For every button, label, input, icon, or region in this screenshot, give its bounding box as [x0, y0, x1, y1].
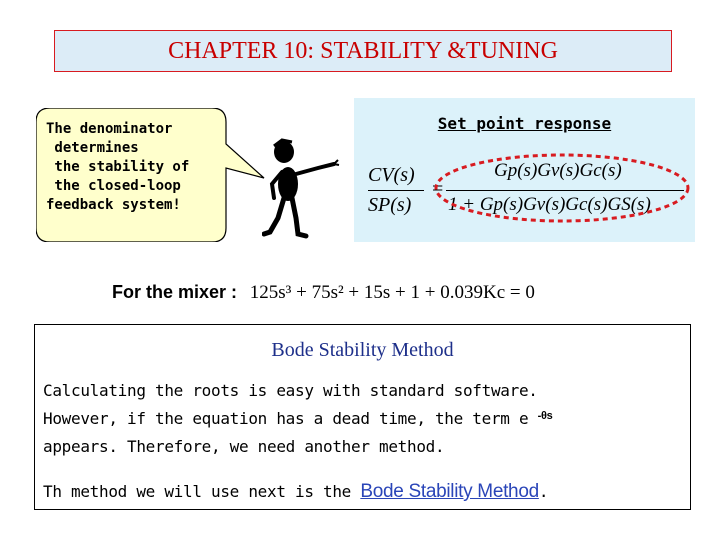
bode-title: Bode Stability Method — [271, 339, 454, 361]
bode-closing-period: . — [538, 482, 549, 501]
lhs-numerator: CV(s) — [368, 164, 415, 186]
bubble-text — [46, 120, 189, 215]
dead-time-superscript: -θs — [537, 410, 553, 422]
bubble-line: The denominator — [46, 121, 173, 137]
chapter-title: CHAPTER 10: STABILITY &TUNING — [168, 37, 558, 64]
bode-line-2 — [43, 405, 552, 433]
mixer-equation — [112, 282, 535, 304]
equals-sign: = — [432, 178, 444, 200]
pointing-stick-figure-icon — [262, 138, 340, 242]
rhs-numerator: Gp(s)Gv(s)Gc(s) — [494, 160, 622, 181]
denominator-highlight-ellipse — [354, 98, 695, 242]
speech-bubble — [36, 108, 226, 242]
bode-stability-method-link[interactable]: Bode Stability Method — [360, 481, 539, 502]
bode-closing-text: Th method we will use next is the — [43, 482, 361, 501]
bubble-line: feedback system! — [46, 197, 181, 213]
mixer-expression: 125s³ + 75s² + 15s + 1 + 0.039Kc = 0 — [249, 282, 535, 303]
mixer-label: For the mixer : — [112, 282, 238, 302]
setpoint-response-panel — [354, 98, 695, 242]
bode-method-panel — [34, 324, 691, 510]
setpoint-title: Set point response — [437, 114, 612, 133]
bubble-line: the stability of — [46, 159, 190, 175]
bode-line-1: Calculating the roots is easy with standard software. — [43, 381, 538, 400]
bode-paragraph — [43, 377, 552, 461]
bubble-line: the closed-loop — [46, 178, 181, 194]
lhs-denominator: SP(s) — [368, 194, 412, 216]
bode-line-2-text: However, if the equation has a dead time, the term e — [43, 409, 529, 428]
rhs-denominator: 1 + Gp(s)Gv(s)Gc(s)GS(s) — [448, 194, 651, 215]
bubble-line: determines — [46, 140, 139, 156]
bode-line-3: appears. Therefore, we need another method. — [43, 437, 445, 456]
bode-closing-line — [43, 481, 548, 503]
chapter-title-banner — [54, 30, 672, 72]
